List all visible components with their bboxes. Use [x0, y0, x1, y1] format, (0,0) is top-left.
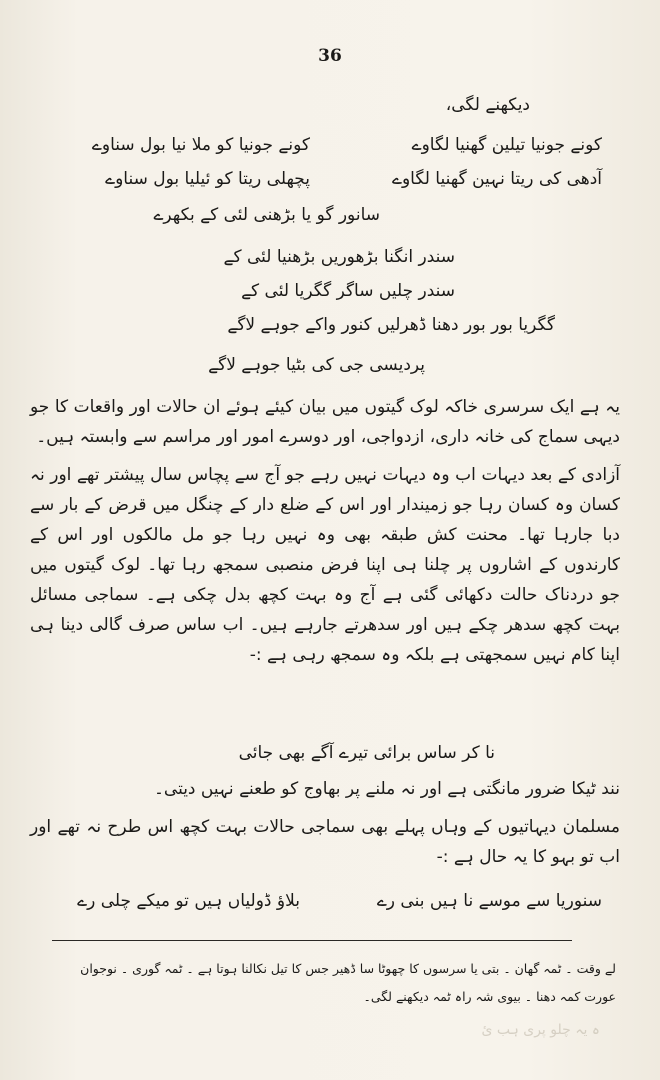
final-couplet-right: سنوریا سے موسے نا ہیں بنی رے — [376, 891, 602, 911]
couplet-1-left: کونے جونیا کو ملا نیا بول سناوے — [91, 135, 310, 155]
paragraph-intro — [30, 392, 620, 452]
verse-line: گگریا بور بور دھنا ڈھرلیں کنور واکے جوہے لاگے — [227, 315, 555, 335]
verse-line: سندر انگنا بڑھوریں بڑھنیا لئی کے — [223, 247, 455, 267]
couplet-2-left: پچھلی ریتا کو ئیلیا بول سناوے — [105, 169, 310, 189]
page-number: 36 — [318, 46, 342, 66]
paragraph-independence — [30, 460, 620, 670]
paragraph: آزادی کے بعد دیہات اب وہ دیہات نہیں رہے جو آج سے پچاس سال پیشتر تھے اور نہ کسان وہ کسان رہا جو زمیندار اور اس کے ضلع دار کے چنگل میں قرض کے بار سے دبا جارہا تھا۔ محنت کش طبقہ بھی وہ نہیں رہا جو مل مالکوں اور اس کے کارندوں کے اشاروں پر چلنا ہی اپنا فرض منصبی سمجھ رہا تھا۔ لوک گیتوں میں جو دردناک حالت دکھائی گئی ہے آج وہ بہت کچھ بدل چکی ہے۔ سماجی مسائل بہت کچھ سدھر چکے ہیں اور سدھرتے جارہے ہیں۔ اب ساس صرف گالی دینا ہی اپنا کام نہیں سمجھتی ہے بلکہ وہ سمجھ رہی ہے :- — [30, 465, 620, 665]
footnote-line: عورت کمہ دھنا ۔ بیوی شہ راہ ٹمہ دیکھنے لگی۔ — [363, 989, 616, 1004]
paragraph: یہ ہے ایک سرسری خاکہ لوک گیتوں میں بیان کیئے ہوئے ان حالات اور واقعات کا جو دیہی سماج کی خانہ داری، ازدواجی، اور دوسرے امور اور مراسم سے وابستہ ہیں۔ — [30, 397, 620, 447]
paragraph: مسلمان دیہاتیوں کے وہاں پہلے بھی سماجی حالات بہت کچھ اس طرح نہ تھے اور اب تو بہو کا یہ حال ہے :- — [30, 817, 620, 867]
final-couplet-left: بلاؤ ڈولیاں ہیں تو میکے چلی رے — [77, 891, 300, 911]
paragraph-nand — [30, 774, 620, 804]
footnote-line: لے وقت ۔ ٹمہ گھان ۔ بتی یا سرسوں کا چھوٹا سا ڈھیر جس کا تیل نکالنا ہوتا ہے ۔ ٹمہ گوری ۔ نوجوان — [80, 961, 616, 976]
footnote-divider — [52, 940, 572, 941]
verse-line: پردیسی جی کی بٹیا جوہے لاگے — [208, 355, 425, 375]
bleed-through-text: ہ یہ چلو پری ہب ئ — [481, 1022, 600, 1038]
paragraph-muslim — [30, 812, 620, 872]
couplet-2-right: آدھی کی ریتا نہین گھنیا لگاوے — [391, 169, 602, 189]
verse-line: سانور گو یا بڑھنی لئی کے بکھرے — [153, 205, 380, 225]
paragraph: نند ٹیکا ضرور مانگتی ہے اور نہ ملنے پر بھاوج کو طعنے نہیں دیتی۔ — [153, 779, 620, 799]
couplet-1-right: کونے جونیا تیلین گھنیا لگاوے — [411, 135, 602, 155]
verse-line: سندر چلیں ساگر گگریا لئی کے — [241, 281, 455, 301]
quote-line: نا کر ساس برائی تیرے آگے بھی جائی — [238, 743, 495, 763]
intro-line: دیکھنے لگی، — [445, 95, 530, 115]
